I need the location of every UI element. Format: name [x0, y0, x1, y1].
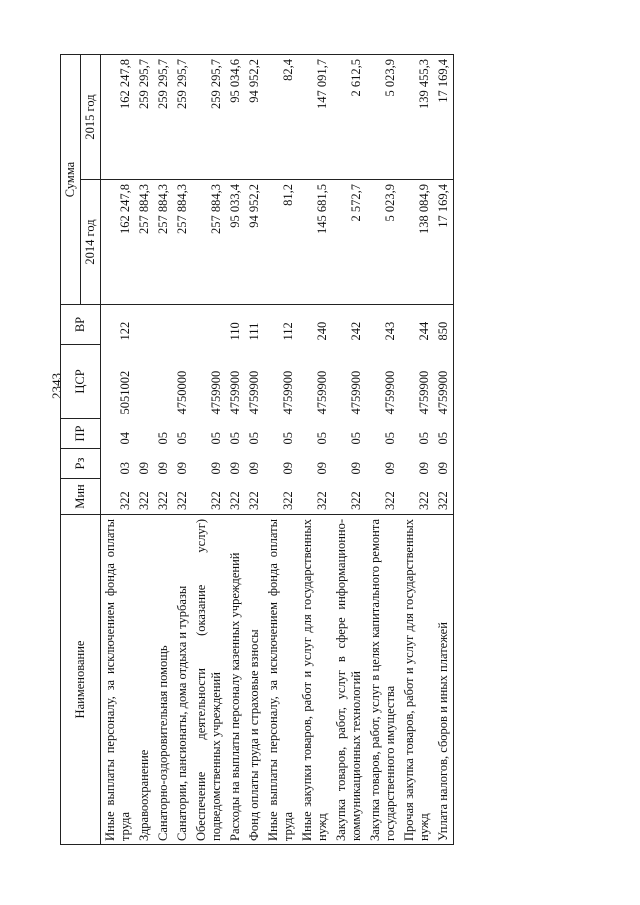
table-row — [154, 55, 173, 845]
table-row — [298, 55, 332, 845]
cell-csr — [154, 345, 173, 419]
cell-min: 322 — [332, 479, 366, 515]
cell-csr: 4759900 — [383, 370, 397, 415]
cell-pr: 05 — [228, 432, 242, 445]
cell-pr: 05 — [175, 432, 189, 445]
cell-name: Прочая закупка товаров, работ и услуг для государственных нужд — [400, 515, 434, 845]
cell-csr — [135, 345, 154, 419]
cell-name: Обеспечение деятельности (оказание услуг) подведомственных учреждений — [192, 515, 226, 845]
cell-y2014: 17 169,4 — [434, 180, 454, 305]
cell-pr: 05 — [209, 432, 223, 445]
cell-y2015: 259 295,7 — [173, 55, 192, 180]
cell-y2014: 2 572,7 — [332, 180, 366, 305]
cell-pr: 05 — [383, 432, 397, 445]
cell-y2014: 95 033,4 — [226, 180, 245, 305]
budget-table — [60, 54, 454, 845]
page-number: 2343 — [49, 373, 64, 399]
cell-name: Закупка товаров, работ, услуг в сфере информационно-коммуникационных технологий — [332, 515, 366, 845]
cell-vr: 244 — [417, 321, 431, 341]
cell-y2014: 145 681,5 — [298, 180, 332, 305]
cell-rz: 09 — [434, 449, 454, 479]
cell-pr: 05 — [281, 432, 295, 445]
rotated-table-container — [60, 55, 454, 845]
header-pr: ПР — [61, 419, 101, 449]
cell-min: 322 — [245, 479, 264, 515]
cell-csr: 4759900 — [247, 370, 261, 415]
cell-rz: 09 — [247, 462, 261, 475]
cell-y2014: 257 884,3 — [154, 180, 173, 305]
cell-min: 322 — [298, 479, 332, 515]
header-min: Мин — [61, 479, 101, 515]
cell-name: Иные выплаты персоналу, за исключением фонда оплаты труда — [101, 515, 136, 845]
table-body — [101, 55, 454, 845]
cell-csr: 4759900 — [417, 370, 431, 415]
cell-name: Фонд оплаты труда и страховые взносы — [245, 515, 264, 845]
cell-min: 322 — [434, 479, 454, 515]
cell-pr: 05 — [156, 432, 170, 445]
cell-y2015: 82,4 — [264, 55, 298, 180]
cell-rz: 09 — [209, 462, 223, 475]
cell-vr: 240 — [315, 321, 329, 341]
header-sum: Сумма — [61, 55, 81, 305]
cell-y2015: 2 612,5 — [332, 55, 366, 180]
cell-vr: 110 — [228, 322, 242, 341]
cell-pr: 05 — [315, 432, 329, 445]
table-row — [101, 55, 136, 845]
cell-rz: 03 — [118, 462, 132, 475]
cell-rz: 09 — [281, 462, 295, 475]
cell-vr — [154, 305, 173, 345]
cell-vr: 111 — [247, 322, 261, 341]
table-row — [434, 55, 454, 845]
header-vr: ВР — [61, 305, 101, 345]
table-row — [173, 55, 192, 845]
cell-pr: 05 — [349, 432, 363, 445]
cell-csr: 5051002 — [118, 370, 132, 415]
table-row — [192, 55, 226, 845]
cell-vr — [135, 305, 154, 345]
cell-name: Расходы на выплаты персоналу казенных учреждений — [226, 515, 245, 845]
cell-rz: 09 — [175, 462, 189, 475]
header-2014: 2014 год — [81, 180, 101, 305]
cell-y2014: 81,2 — [264, 180, 298, 305]
cell-csr: 4759900 — [281, 370, 295, 415]
cell-name: Уплата налогов, сборов и иных платежей — [434, 515, 454, 845]
cell-vr: 122 — [118, 321, 132, 341]
table-row — [245, 55, 264, 845]
header-csr: ЦСР — [61, 345, 101, 419]
cell-y2015: 94 952,2 — [245, 55, 264, 180]
header-row-1 — [61, 55, 81, 845]
cell-y2014: 257 884,3 — [192, 180, 226, 305]
table-row — [366, 55, 400, 845]
cell-y2015: 17 169,4 — [434, 55, 454, 180]
cell-name: Санатории, пансионаты, дома отдыха и турбазы — [173, 515, 192, 845]
cell-y2015: 139 455,3 — [400, 55, 434, 180]
cell-y2015: 147 091,7 — [298, 55, 332, 180]
cell-y2015: 95 034,6 — [226, 55, 245, 180]
table-row — [135, 55, 154, 845]
cell-min: 322 — [173, 479, 192, 515]
cell-pr: 04 — [118, 432, 132, 445]
cell-pr — [135, 419, 154, 449]
cell-vr: 243 — [383, 321, 397, 341]
cell-min: 322 — [192, 479, 226, 515]
cell-y2014: 162 247,8 — [101, 180, 136, 305]
cell-y2014: 5 023,9 — [366, 180, 400, 305]
cell-y2015: 259 295,7 — [135, 55, 154, 180]
cell-vr: 850 — [434, 305, 454, 345]
cell-csr: 4750000 — [175, 370, 189, 415]
cell-name: Иные выплаты персоналу, за исключением фонда оплаты труда — [264, 515, 298, 845]
cell-y2014: 94 952,2 — [245, 180, 264, 305]
cell-y2014: 257 884,3 — [135, 180, 154, 305]
cell-vr — [173, 305, 192, 345]
cell-csr: 4759900 — [315, 370, 329, 415]
table-row — [332, 55, 366, 845]
cell-rz: 09 — [228, 462, 242, 475]
cell-csr: 4759900 — [209, 370, 223, 415]
cell-min: 322 — [366, 479, 400, 515]
cell-y2015: 259 295,7 — [192, 55, 226, 180]
table-row — [400, 55, 434, 845]
cell-pr: 05 — [417, 432, 431, 445]
header-2015: 2015 год — [81, 55, 101, 180]
cell-min: 322 — [226, 479, 245, 515]
cell-rz: 09 — [156, 462, 170, 475]
cell-rz: 09 — [417, 462, 431, 475]
table-row — [226, 55, 245, 845]
cell-name: Закупка товаров, работ, услуг в целях капитального ремонта государственного имущества — [366, 515, 400, 845]
cell-vr: 242 — [349, 321, 363, 341]
cell-rz: 09 — [349, 462, 363, 475]
table-row — [264, 55, 298, 845]
cell-rz: 09 — [383, 462, 397, 475]
cell-min: 322 — [264, 479, 298, 515]
cell-pr: 05 — [247, 432, 261, 445]
cell-csr: 4759900 — [434, 345, 454, 419]
cell-min: 322 — [400, 479, 434, 515]
cell-min: 322 — [135, 479, 154, 515]
cell-csr: 4759900 — [228, 370, 242, 415]
cell-vr — [192, 305, 226, 345]
cell-name: Иные закупки товаров, работ и услуг для государственных нужд — [298, 515, 332, 845]
header-name: Наименование — [61, 515, 101, 845]
cell-y2014: 257 884,3 — [173, 180, 192, 305]
cell-name: Здравоохранение — [135, 515, 154, 845]
cell-min: 322 — [101, 479, 136, 515]
cell-y2015: 259 295,7 — [154, 55, 173, 180]
cell-y2014: 138 084,9 — [400, 180, 434, 305]
cell-name: Санаторно-оздоровительная помощь — [154, 515, 173, 845]
cell-csr: 4759900 — [349, 370, 363, 415]
cell-y2015: 162 247,8 — [101, 55, 136, 180]
cell-pr: 05 — [434, 419, 454, 449]
cell-rz: 09 — [315, 462, 329, 475]
cell-vr: 112 — [281, 322, 295, 341]
cell-rz: 09 — [137, 462, 151, 475]
cell-y2015: 5 023,9 — [366, 55, 400, 180]
cell-min: 322 — [154, 479, 173, 515]
header-rz: Рз — [61, 449, 101, 479]
